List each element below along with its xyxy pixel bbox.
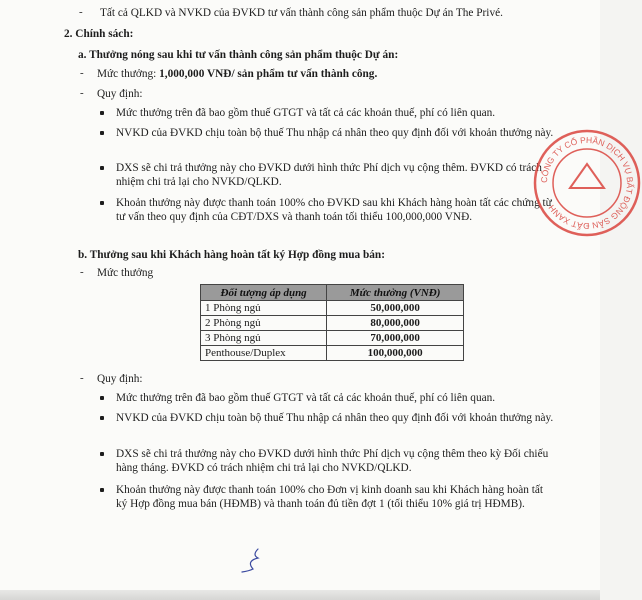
section-heading: 2. Chính sách: — [64, 28, 134, 40]
signature-mark — [236, 545, 276, 575]
bullet-point — [100, 452, 104, 456]
part-b-bonus-label: Mức thưởng — [97, 267, 154, 279]
table-row — [201, 331, 464, 346]
table-header-row — [201, 285, 464, 301]
table-row — [201, 301, 464, 316]
table-cell: 50,000,000 — [327, 301, 464, 316]
bonus-prefix: Mức thưởng: — [97, 68, 160, 80]
stamp-outer-ring — [535, 131, 639, 235]
table-cell: 2 Phòng ngủ — [201, 316, 327, 331]
stamp-logo-icon — [570, 164, 604, 188]
intro-line: Tất cả QLKD và NVKD của ĐVKD tư vấn thành công sản phẩm thuộc Dự án The Privé. — [100, 7, 503, 19]
bullet-point — [100, 131, 104, 135]
company-stamp — [532, 128, 642, 238]
part-a-heading: a. Thưởng nóng sau khi tư vấn thành công sản phẩm thuộc Dự án: — [78, 49, 399, 61]
table-cell: 100,000,000 — [327, 346, 464, 361]
stamp-text: CÔNG TY CỔ PHẦN DỊCH VỤ BẤT ĐỘNG SẢN ĐẤT XANH — [538, 134, 636, 232]
table-cell: 1 Phòng ngủ — [201, 301, 327, 316]
table-cell: 3 Phòng ngủ — [201, 331, 327, 346]
list-dash: - — [80, 67, 84, 79]
part-b-bullet-1: Mức thưởng trên đã bao gồm thuế GTGT và tất cả các khoản thuế, phí có liên quan. — [116, 392, 496, 404]
table-row — [201, 346, 464, 361]
table-cell: Penthouse/Duplex — [201, 346, 327, 361]
column-header: Mức thưởng (VNĐ) — [327, 285, 464, 301]
bullet-point — [100, 416, 104, 420]
bullet-point — [100, 201, 104, 205]
bonus-value: 1,000,000 VNĐ/ sản phẩm tư vấn thành công. — [159, 68, 378, 80]
part-a-bullet-2: NVKD của ĐVKD chịu toàn bộ thuế Thu nhập cá nhân theo quy định đối với khoản thưởng này. — [116, 127, 554, 139]
part-b-bullet-3: DXS sẽ chi trả thưởng này cho ĐVKD dưới hình thức Phí dịch vụ cộng thêm theo kỳ Đối chiếu hàng tháng. ĐVKD có trách nhiệm chi trả lại cho NVKD/QLKD. — [116, 448, 549, 474]
scan-edge — [0, 590, 600, 600]
table-cell: 70,000,000 — [327, 331, 464, 346]
bullet-point — [100, 166, 104, 170]
part-b-rules-label: Quy định: — [97, 373, 143, 385]
part-a-bullet-3: DXS sẽ chi trả thưởng này cho ĐVKD dưới hình thức Phí dịch vụ cộng thêm. ĐVKD có trách nhiệm chi trả lại cho NVKD/QLKD. — [116, 162, 542, 188]
list-dash: - — [80, 372, 84, 384]
bullet-point — [100, 488, 104, 492]
bullet-point — [100, 111, 104, 115]
list-dash: - — [80, 87, 84, 99]
table-cell: 80,000,000 — [327, 316, 464, 331]
bonus-table — [200, 284, 464, 361]
part-a-bullet-1: Mức thưởng trên đã bao gồm thuế GTGT và tất cả các khoản thuế, phí có liên quan. — [116, 107, 496, 119]
list-dash: - — [79, 6, 83, 18]
part-a-rules-label: Quy định: — [97, 88, 143, 100]
part-b-bullet-2: NVKD của ĐVKD chịu toàn bộ thuế Thu nhập cá nhân theo quy định đối với khoản thưởng này. — [116, 412, 554, 424]
stamp-inner-ring — [553, 149, 621, 217]
part-a-bullet-4: Khoản thưởng này được thanh toán 100% cho ĐVKD sau khi Khách hàng hoàn tất các chứng từ tư vấn theo quy định của CĐT/DXS và thanh toán tối thiểu 100,000,000 VNĐ. — [116, 197, 552, 223]
bullet-point — [100, 396, 104, 400]
part-a-bonus — [97, 67, 377, 81]
list-dash: - — [80, 266, 84, 278]
table-row — [201, 316, 464, 331]
part-b-heading: b. Thưởng sau khi Khách hàng hoàn tất ký Hợp đồng mua bán: — [78, 249, 385, 261]
column-header: Đối tượng áp dụng — [201, 285, 327, 301]
part-b-bullet-4: Khoản thưởng này được thanh toán 100% cho Đơn vị kinh doanh sau khi Khách hàng hoàn tất ký Hợp đồng mua bán (HĐMB) và thanh toán đủ tiền đợt 1 (tối thiểu 10% giá trị HĐMB). — [116, 484, 544, 510]
